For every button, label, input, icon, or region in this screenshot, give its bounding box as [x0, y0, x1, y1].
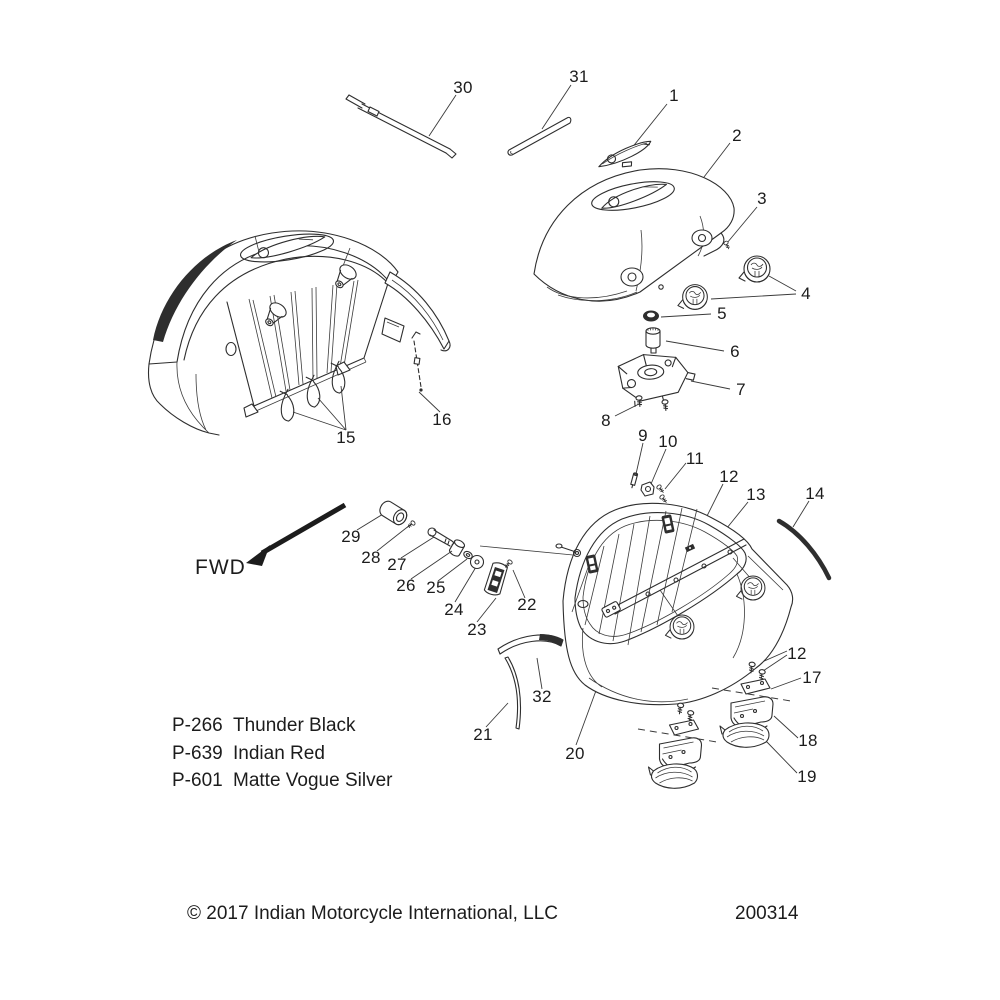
latch-mechanism-7-art [618, 351, 697, 407]
clip-10-art [641, 482, 654, 496]
trim-strip-21-art [505, 657, 521, 729]
callout-27: 27 [387, 555, 407, 574]
seal-strip-31-art [508, 117, 571, 155]
callout-5: 5 [717, 304, 727, 323]
left-saddlebag-art [148, 229, 450, 435]
callout-29: 29 [341, 527, 361, 546]
callout-8: 8 [601, 411, 611, 430]
color-code: P-266 [172, 715, 223, 736]
copyright-text: © 2017 Indian Motorcycle International, LLC [187, 903, 558, 924]
callout-21: 21 [473, 725, 493, 744]
callout-9: 9 [638, 426, 648, 445]
callout-16: 16 [432, 410, 452, 429]
spacer-26-art [448, 538, 466, 557]
trim-strip-32-art [498, 634, 563, 654]
fwd-arrow [246, 505, 345, 566]
color-option-P-639 [172, 740, 392, 768]
callout-31: 31 [569, 67, 589, 86]
callout-12: 12 [719, 467, 739, 486]
callout-23: 23 [467, 620, 487, 639]
latch-handle-1-art [596, 141, 655, 173]
right-saddlebag-art [556, 503, 793, 704]
callout-30: 30 [453, 78, 473, 97]
bumper-29-art [377, 499, 409, 527]
callout-1: 1 [669, 86, 679, 105]
callout-24: 24 [444, 600, 464, 619]
callout-10: 10 [658, 432, 678, 451]
washer-24-art [471, 556, 484, 569]
bolt-27-art [428, 528, 454, 546]
color-code: P-639 [172, 742, 223, 764]
callout-32: 32 [532, 687, 552, 706]
callout-20: 20 [565, 744, 585, 763]
latch-knobs-4-art [678, 256, 770, 309]
callout-18: 18 [798, 731, 818, 750]
callout-11: 11 [685, 449, 705, 468]
callout-25: 25 [426, 578, 446, 597]
color-option-P-601 [172, 767, 392, 795]
color-option-P-266 [172, 712, 392, 740]
pin-9-art [630, 473, 638, 489]
color-name: Indian Red [233, 742, 325, 764]
color-legend [172, 712, 392, 795]
callout-12b: 12 [787, 644, 807, 663]
callout-17: 17 [802, 668, 822, 687]
callout-6: 6 [730, 342, 740, 361]
callout-14: 14 [805, 484, 825, 503]
trim-strip-30-art [346, 95, 456, 158]
color-name: Matte Vogue Silver [233, 770, 393, 791]
grommet-5-art [643, 311, 659, 322]
callout-19: 19 [797, 767, 817, 786]
callout-15: 15 [336, 428, 356, 447]
side-trim-14-art [779, 521, 829, 578]
callout-26: 26 [396, 576, 416, 595]
hinge-set-second-art [638, 703, 717, 788]
screw-3-art [723, 241, 730, 250]
lock-barrel-6-art [646, 328, 660, 353]
callout-22: 22 [517, 595, 537, 614]
striker-23-art [484, 561, 509, 597]
callout-28: 28 [361, 548, 381, 567]
callout-13: 13 [746, 485, 766, 504]
saddlebag-lid-2-art [534, 169, 734, 301]
callout-3: 3 [757, 189, 767, 208]
callout-4: 4 [801, 284, 811, 303]
document-number: 200314 [735, 903, 799, 924]
fwd-label: FWD [195, 556, 246, 579]
color-name: Thunder Black [233, 715, 356, 736]
color-code: P-601 [172, 770, 223, 791]
latch-rod-16-art [412, 332, 423, 392]
callout-2: 2 [732, 126, 742, 145]
screw-28-art [406, 520, 416, 529]
callout-7: 7 [736, 380, 746, 399]
